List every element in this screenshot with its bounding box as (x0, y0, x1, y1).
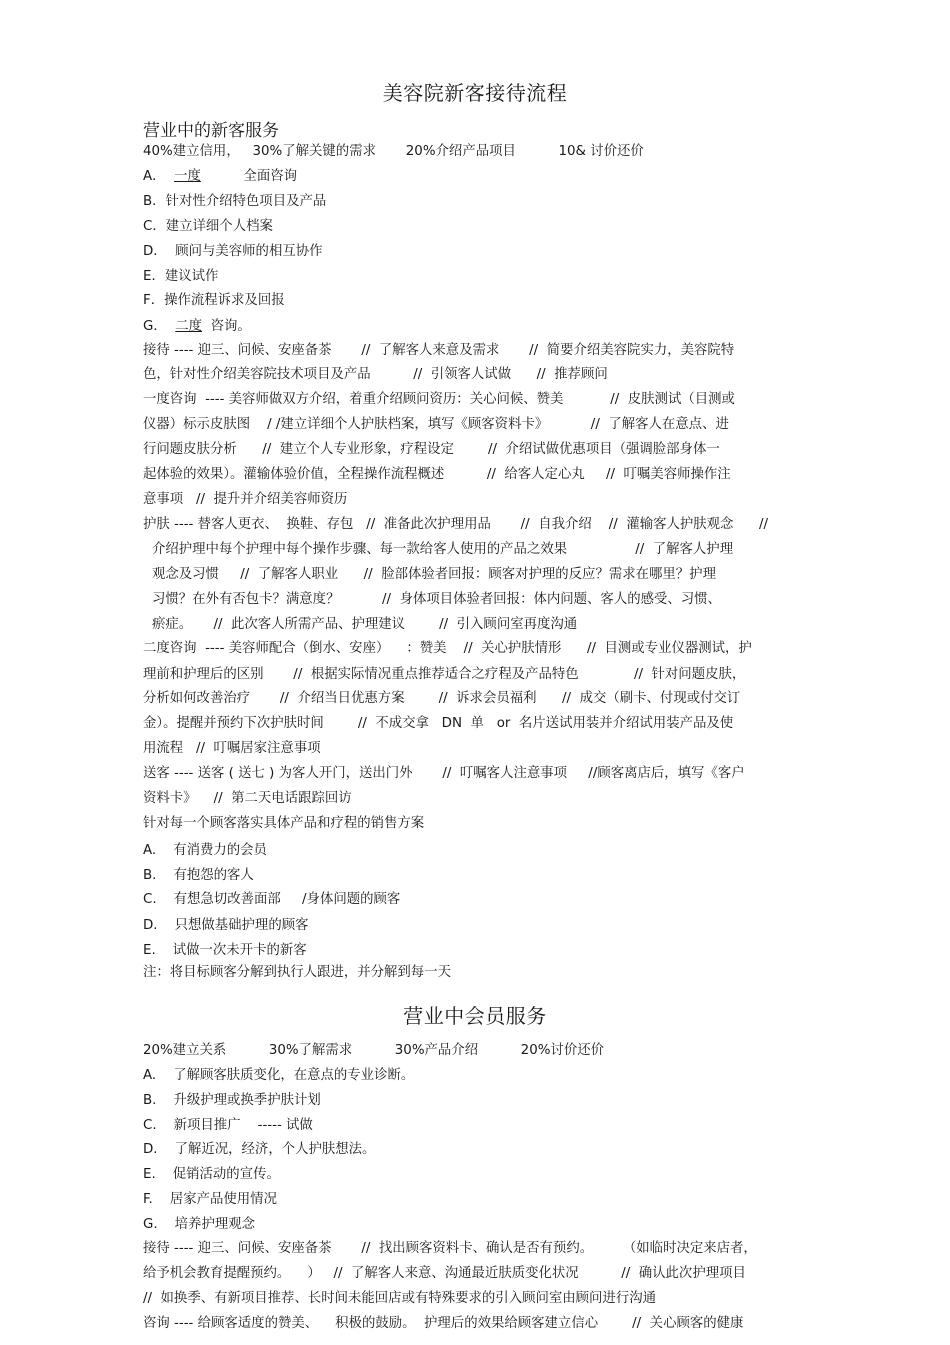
paragraph-line: 意事项 // 提升并介绍美容师资历 (143, 492, 348, 507)
note-line: 注：将目标顾客分解到执行人跟进，并分解到每一天 (143, 965, 451, 980)
paragraph-line: 习惯？在外有否包卡？满意度？ // 身体项目体验者回报：体内问题、客人的感受、习惯、 (152, 592, 721, 607)
list-item: G． 二度 咨询。 (143, 319, 251, 334)
paragraph-line: 给予机会教育提醒预约。 ） // 了解客人来意、沟通最近肤质变化状况 // 确认此次护理项目 (143, 1266, 746, 1281)
paragraph-line: 理前和护理后的区别 // 根据实际情况重点推荐适合之疗程及产品特色 // 针对问题皮肤， (143, 667, 746, 682)
paragraph-line: 接待 ---- 迎三、问候、安座备茶 // 找出顾客资料卡、确认是否有预约。 （如临时决定来店者， (143, 1241, 757, 1256)
paragraph-line: 观念及习惯 // 了解客人职业 // 脸部体验者回报：顾客对护理的反应？需求在哪里？护理 (152, 567, 716, 582)
list-item: B．针对性介绍特色项目及产品 (143, 194, 327, 209)
paragraph-line: 二度咨询 ---- 美容师配合（倒水、安座） ：赞美 // 关心护肤情形 // 目测或专业仪器测试，护 (143, 641, 752, 656)
ratio-line: 20%建立关系 30%了解需求 30%产品介绍 20%讨价还价 (143, 1043, 604, 1058)
paragraph-line: // 如换季、有新项目推荐、长时间未能回店或有特殊要求的引入顾问室由顾问进行沟通 (143, 1291, 656, 1306)
document-title: 美容院新客接待流程 (382, 81, 568, 105)
list-item: D． 顾问与美容师的相互协作 (143, 244, 323, 259)
paragraph-line: 仪器）标示皮肤图 / /建立详细个人护肤档案，填写《顾客资料卡》 // 了解客人在意点、进 (143, 417, 729, 432)
list-item: A. 有消费力的会员 (143, 843, 267, 858)
paragraph-line: 介绍护理中每个护理中每个操作步骤、每一款给客人使用的产品之效果 // 了解客人护理 (152, 542, 734, 557)
paragraph-line: 起体验的效果）。灌输体验价值，全程操作流程概述 // 给客人定心丸 // 叮嘱美容师操作注 (143, 467, 731, 482)
list-item: C. 新项目推广 ----- 试做 (143, 1118, 313, 1133)
paragraph-line: 送客 ---- 送客 ( 送七 ) 为客人开门，送出门外 // 叮嘱客人注意事项 //顾客离店后，填写《客户 (143, 766, 745, 781)
paragraph-line: 咨询 ---- 给顾客适度的赞美、 积极的鼓励。 护理后的效果给顾客建立信心 // 关心顾客的健康 (143, 1316, 744, 1331)
list-item: B. 升级护理或换季护肤计划 (143, 1093, 321, 1108)
list-item: F. 居家产品使用情况 (143, 1192, 277, 1207)
section-heading-member: 营业中会员服务 (403, 1004, 547, 1028)
list-item: F．操作流程诉求及回报 (143, 293, 285, 308)
list-item: A. 了解顾客肤质变化，在意点的专业诊断。 (143, 1068, 415, 1083)
list-item: G. 培养护理观念 (143, 1217, 256, 1232)
paragraph-line: 瘀症。 // 此次客人所需产品、护理建议 // 引入顾问室再度沟通 (152, 617, 578, 632)
paragraph-line: 接待 ---- 迎三、问候、安座备茶 // 了解客人来意及需求 // 简要介绍美容院实力，美容院特 (143, 343, 735, 358)
paragraph-line: 资料卡》 // 第二天电话跟踪回访 (143, 791, 352, 806)
paragraph-line: 分析如何改善治疗 // 介绍当日优惠方案 // 诉求会员福利 // 成交（刷卡、付现或付交订 (143, 691, 741, 706)
ratio-line: 40%建立信用， 30%了解关键的需求 20%介绍产品项目 10& 讨价还价 (143, 144, 644, 159)
paragraph-line: 护肤 ---- 替客人更衣、 换鞋、存包 // 准备此次护理用品 // 自我介绍 // 灌输客人护肤观念 // (143, 517, 769, 532)
list-item: A． 一度 全面咨询 (143, 169, 297, 184)
list-item: E. 促销活动的宣传。 (143, 1167, 280, 1182)
paragraph-line: 色，针对性介绍美容院技术项目及产品 // 引领客人试做 // 推荐顾问 (143, 367, 608, 382)
list-item: C. 有想急切改善面部 /身体问题的顾客 (143, 892, 401, 907)
list-item: D. 只想做基础护理的顾客 (143, 918, 309, 933)
list-item: E. 试做一次未开卡的新客 (143, 943, 307, 958)
list-item: B. 有抱怨的客人 (143, 868, 254, 883)
section-heading-new-customer: 营业中的新客服务 (143, 121, 279, 141)
paragraph-line: 一度咨询 ---- 美容师做双方介绍，着重介绍顾问资历：关心问候、赞美 // 皮肤测试（目测或 (143, 392, 735, 407)
paragraph-line: 行问题皮肤分析 // 建立个人专业形象，疗程设定 // 介绍试做优惠项目（强调脸部身体一 (143, 442, 720, 457)
paragraph-line: 用流程 // 叮嘱居家注意事项 (143, 741, 321, 756)
paragraph-line: 金）。提醒并预约下次护肤时间 // 不成交拿 DN 单 or 名片送试用装并介绍试用装产品及使 (143, 716, 734, 731)
paragraph-line: 针对每一个顾客落实具体产品和疗程的销售方案 (143, 816, 425, 831)
list-item: D. 了解近况，经济，个人护肤想法。 (143, 1142, 376, 1157)
list-item: E．建议试作 (143, 269, 219, 284)
list-item: C．建立详细个人档案 (143, 219, 273, 234)
